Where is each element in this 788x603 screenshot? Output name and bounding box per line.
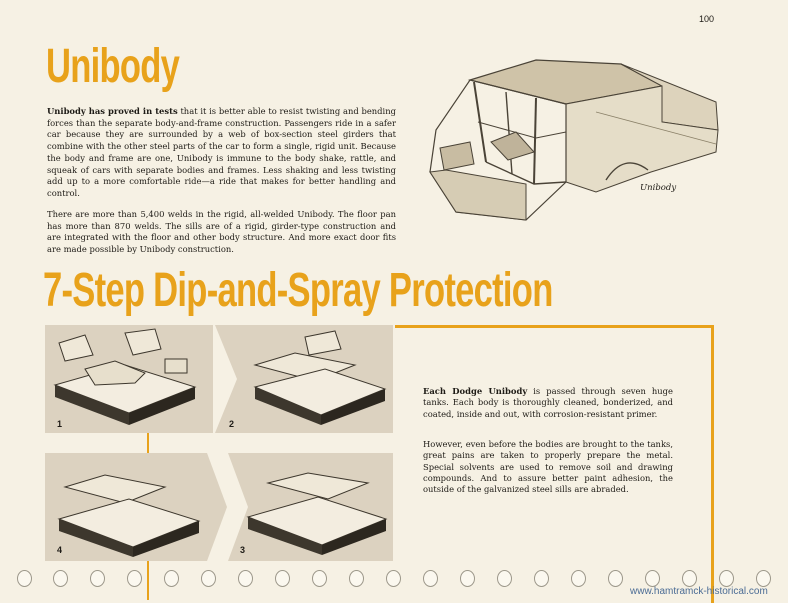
step-number: 2 bbox=[229, 419, 235, 429]
binder-hole bbox=[53, 570, 68, 587]
binder-hole bbox=[201, 570, 216, 587]
binder-hole bbox=[164, 570, 179, 587]
binder-hole bbox=[127, 570, 142, 587]
binder-hole bbox=[534, 570, 549, 587]
car-caption: Unibody bbox=[640, 183, 677, 193]
binder-hole bbox=[423, 570, 438, 587]
binder-hole bbox=[608, 570, 623, 587]
page-title: Unibody bbox=[46, 40, 180, 93]
binder-hole bbox=[349, 570, 364, 587]
binder-hole bbox=[682, 570, 697, 587]
body-lead: Each Dodge Unibody bbox=[423, 386, 528, 396]
step-number: 3 bbox=[240, 545, 246, 555]
dip-tank-illustration bbox=[45, 325, 213, 433]
intro-paragraph-1 bbox=[47, 106, 396, 200]
dip-tank-illustration bbox=[215, 325, 393, 433]
intro-lead: Unibody has proved in tests bbox=[47, 106, 178, 116]
binder-hole bbox=[238, 570, 253, 587]
binder-hole bbox=[460, 570, 475, 587]
dip-tank-illustration bbox=[228, 453, 393, 561]
unibody-car-illustration bbox=[416, 52, 722, 232]
body-paragraph-2: However, even before the bodies are brought to the tanks, great pains are taken to properly prepare the metal. Special solvents are used to remove soil and drawing compounds. And to assure better paint adhesion, the outside of the galvanized steel sills are abraded. bbox=[423, 439, 673, 495]
dip-tank-illustration bbox=[45, 453, 227, 561]
intro-rest: that it is better able to resist twisting and bending forces than the separate body-and-frame construction. Passengers ride in a safer car because they are surrounded by a web of box-section steel girders that combine with the other steel parts of the car to form a single, rigid unit. Because the body and frame are one, Unibody is immune to the body shake, rattle, and squeak of cars with separate bodies and frames. Less shaking and less twisting add up to a more comfortable ride—a ride that makes for better handling and control. bbox=[47, 106, 396, 198]
page-number: 100 bbox=[699, 14, 715, 24]
step-2-panel bbox=[215, 325, 393, 433]
watermark: www.hamtramck-historical.com bbox=[630, 586, 768, 597]
binder-hole bbox=[312, 570, 327, 587]
step-3-panel bbox=[228, 453, 393, 561]
binder-hole bbox=[756, 570, 771, 587]
binder-hole bbox=[386, 570, 401, 587]
binder-hole bbox=[17, 570, 32, 587]
body-paragraph-1 bbox=[423, 386, 673, 420]
section-heading: 7-Step Dip-and-Spray Protection bbox=[43, 264, 553, 317]
step-4-panel bbox=[45, 453, 227, 561]
binder-hole bbox=[497, 570, 512, 587]
step-number: 4 bbox=[57, 545, 63, 555]
step-1-panel bbox=[45, 325, 213, 433]
intro-paragraph-2: There are more than 5,400 welds in the rigid, all-welded Unibody. The floor pan has more than 870 welds. The sills are of a rigid, girder-type construction and are integrated with the floor and other body structure. And more exact door fits are made possible by Unibody construction. bbox=[47, 209, 396, 255]
binder-hole bbox=[719, 570, 734, 587]
binder-hole bbox=[90, 570, 105, 587]
binder-hole bbox=[571, 570, 586, 587]
binder-hole bbox=[275, 570, 290, 587]
step-number: 1 bbox=[57, 419, 63, 429]
binder-hole bbox=[645, 570, 660, 587]
body-rest: is passed through seven huge tanks. Each body is thoroughly cleaned, bonderized, and coated, inside and out, with corrosion-resistant primer. bbox=[423, 386, 673, 419]
